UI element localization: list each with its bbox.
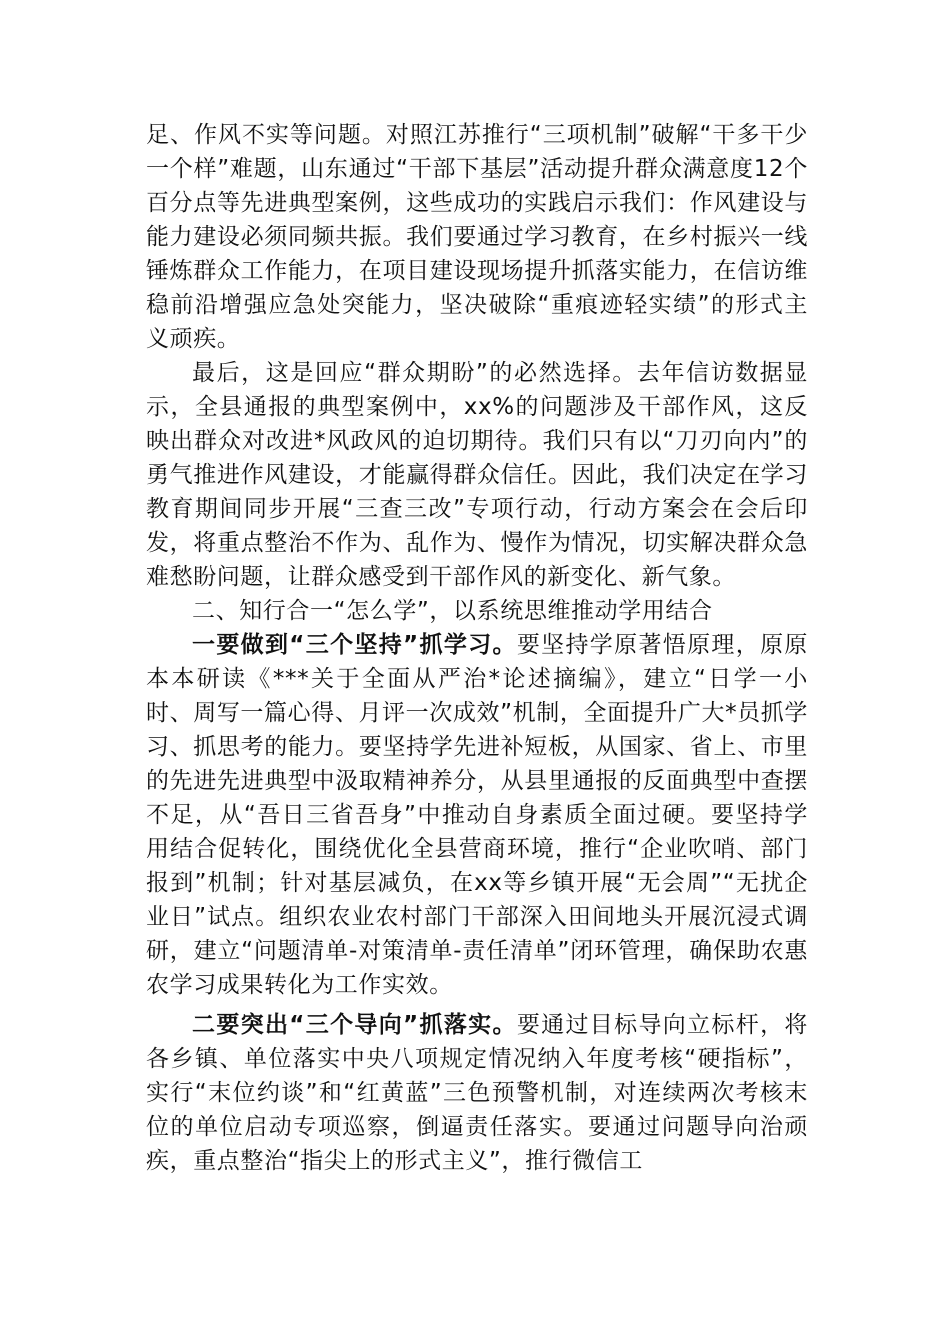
paragraph-lead: 二要突出“三个导向”抓落实。: [192, 1012, 517, 1038]
paragraph-text: 要坚持学原著悟原理，原原本本研读《***关于全面从严治*论述摘编》，建立“日学一小时、周写一篇心得、月评一次成效”机制，全面提升广大*员抓学习、抓思考的能力。要坚持学先进补短板，从国家、省上、市里的先进先进典型中汲取精神养分，从县里通报的反面典型中查摆不足，从“吾日三省吾身”中推动自身素质全面过硬。要坚持学用结合促转化，围绕优化全县营商环境，推行“企业吹哨、部门报到”机制；针对基层减负，在xx等乡镇开展“无会周”“无扰企业日”试点。组织农业农村部门干部深入田间地头开展沉浸式调研，建立“问题清单-对策清单-责任清单”闭环管理，确保助农惠农学习成果转化为工作实效。: [146, 632, 809, 998]
document-page: [146, 118, 808, 1178]
body-paragraph: [146, 1008, 808, 1178]
body-paragraph: [146, 118, 808, 356]
paragraph-text: 足、作风不实等问题。对照江苏推行“三项机制”破解“干多干少一个样”难题，山东通过“干部下基层”活动提升群众满意度12个百分点等先进典型案例，这些成功的实践启示我们：作风建设与能力建设必须同频共振。我们要通过学习教育，在乡村振兴一线锤炼群众工作能力，在项目建设现场提升抓落实能力，在信访维稳前沿增强应急处突能力，坚决破除“重痕迹轻实绩”的形式主义顽疾。: [146, 122, 808, 352]
paragraph-text: 要通过目标导向立标杆，将各乡镇、单位落实中央八项规定情况纳入年度考核“硬指标”，实行“末位约谈”和“红黄蓝”三色预警机制，对连续两次考核末位的单位启动专项巡察，倒逼责任落实。要通过问题导向治顽疾，重点整治“指尖上的形式主义”，推行微信工: [146, 1012, 809, 1174]
body-paragraph: [146, 356, 808, 594]
body-paragraph: [146, 628, 808, 1002]
paragraph-text: 最后，这是回应“群众期盼”的必然选择。去年信访数据显示，全县通报的典型案例中，xx%的问题涉及干部作风，这反映出群众对改进*风政风的迫切期待。我们只有以“刀刃向内”的勇气推进作风建设，才能赢得群众信任。因此，我们决定在学习教育期间同步开展“三查三改”专项行动，行动方案会在会后印发，将重点整治不作为、乱作为、慢作为情况，切实解决群众急难愁盼问题，让群众感受到干部作风的新变化、新气象。: [146, 360, 808, 590]
heading-text: 二、知行合一“怎么学”，以系统思维推动学用结合: [192, 598, 713, 624]
paragraph-lead: 一要做到“三个坚持”抓学习。: [192, 632, 517, 658]
section-heading: [146, 594, 808, 628]
